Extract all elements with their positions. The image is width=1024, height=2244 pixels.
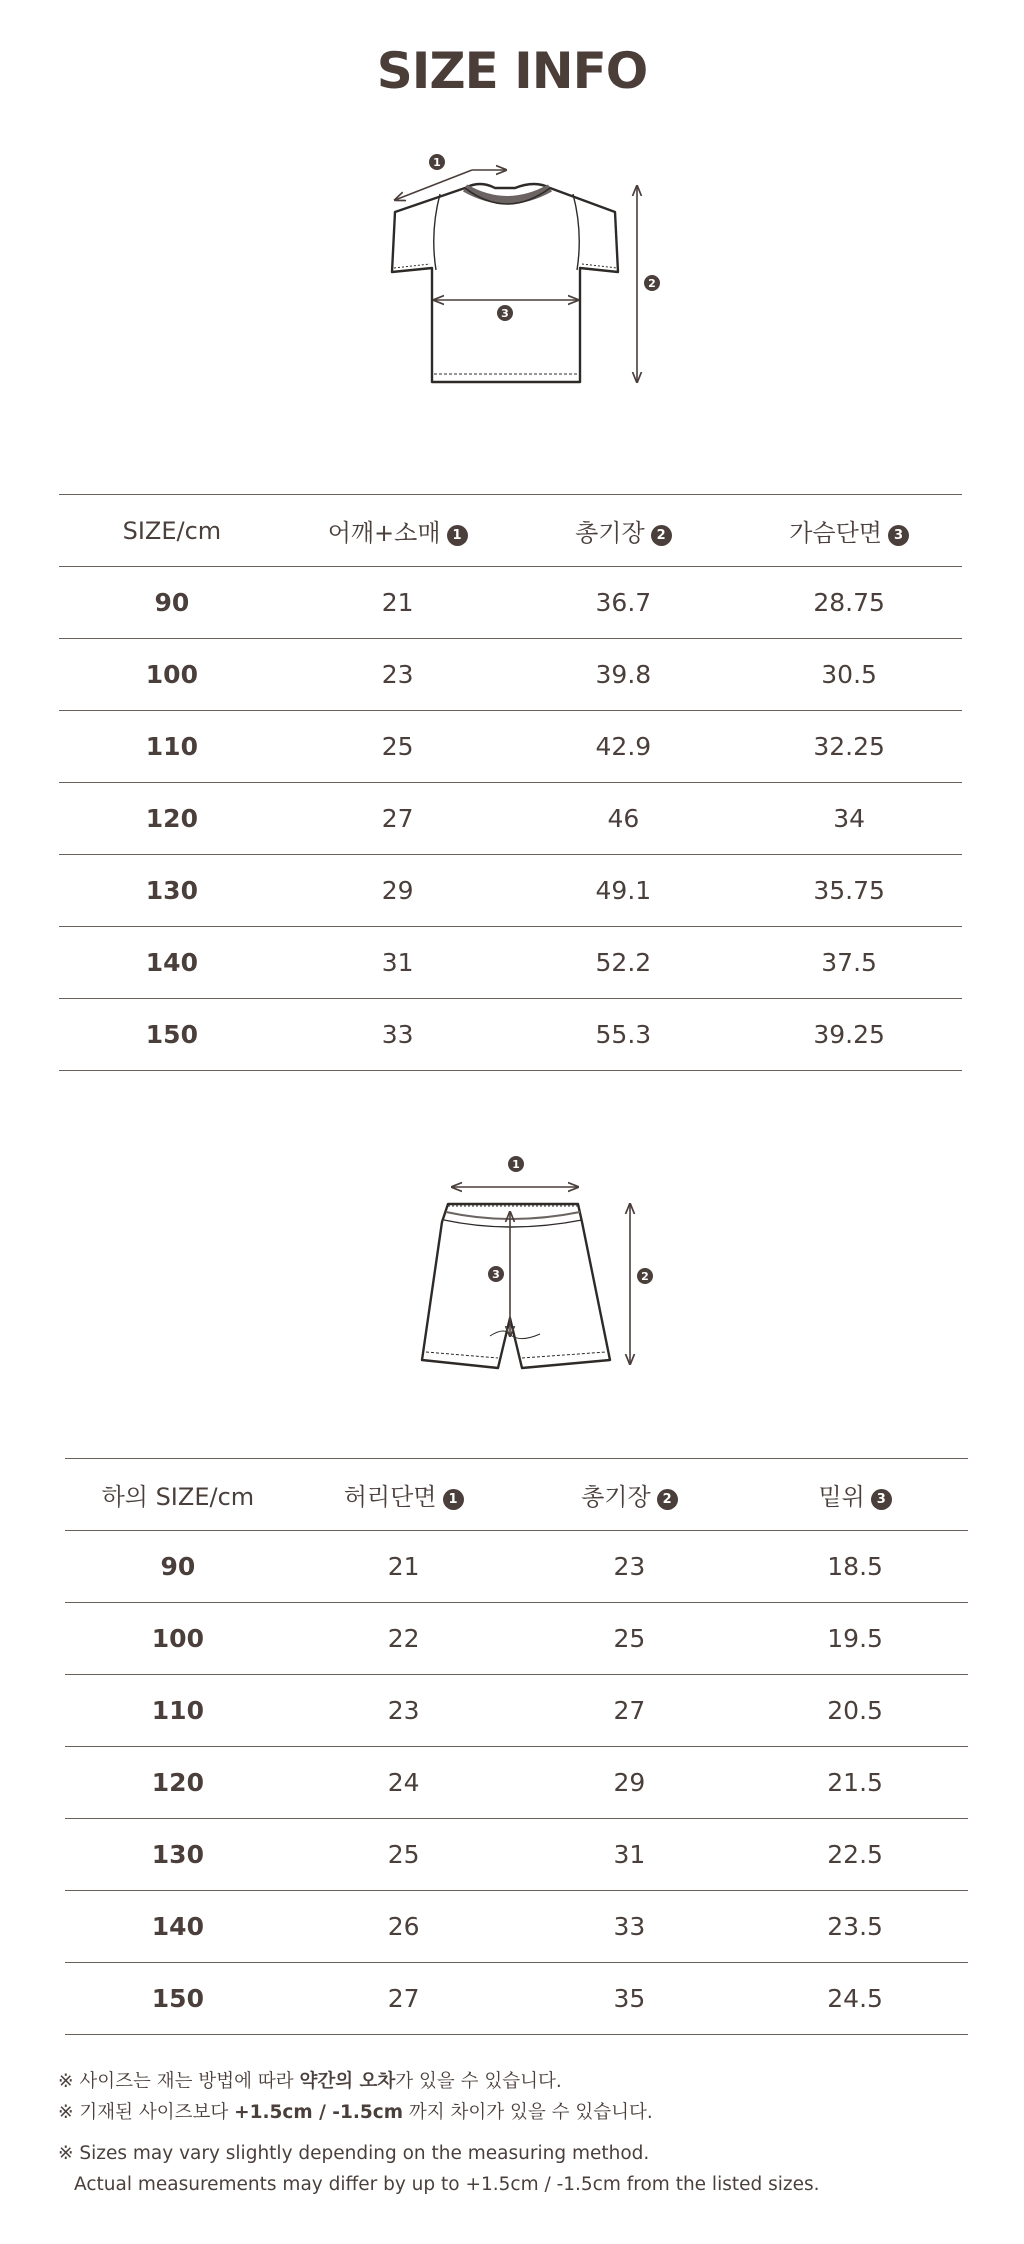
measurement-cell: 22 <box>291 1603 517 1675</box>
header-label: 밑위 <box>818 1483 865 1511</box>
badge-3: 3 <box>871 1489 892 1510</box>
table-row <box>59 855 962 927</box>
table-header-row <box>65 1459 968 1531</box>
header-label: 총기장 <box>581 1483 651 1511</box>
header-label: 허리단면 <box>343 1483 437 1511</box>
measurement-cell: 23 <box>517 1531 743 1603</box>
size-cell: 90 <box>59 567 285 639</box>
measurement-cell: 46 <box>511 783 737 855</box>
table-row <box>59 783 962 855</box>
measurement-cell: 18.5 <box>742 1531 968 1603</box>
measurement-cell: 35 <box>517 1963 743 2035</box>
measurement-cell: 31 <box>517 1819 743 1891</box>
table-row <box>59 567 962 639</box>
page-title: SIZE INFO <box>376 42 648 100</box>
top-size-table <box>59 494 962 1071</box>
measurement-cell: 32.25 <box>736 711 962 783</box>
note-line-4: Actual measurements may differ by up to +1.5cm / -1.5cm from the listed sizes. <box>74 2174 820 2195</box>
measurement-cell: 55.3 <box>511 999 737 1071</box>
measurement-cell: 35.75 <box>736 855 962 927</box>
table-row <box>65 1963 968 2035</box>
measurement-cell: 33 <box>285 999 511 1071</box>
marker-3: 3 <box>492 1268 500 1281</box>
measurement-cell: 31 <box>285 927 511 999</box>
note-line-1: ※ 사이즈는 재는 방법에 따라 약간의 오차가 있을 수 있습니다. <box>58 2071 562 2092</box>
measurement-cell: 24.5 <box>742 1963 968 2035</box>
header-rise <box>742 1459 968 1531</box>
shorts-illustration <box>410 1150 660 1380</box>
size-cell: 130 <box>59 855 285 927</box>
table-header-row <box>59 495 962 567</box>
size-cell: 140 <box>65 1891 291 1963</box>
table-row <box>59 927 962 999</box>
size-notes <box>58 2066 820 2200</box>
badge-2: 2 <box>657 1489 678 1510</box>
measurement-cell: 21 <box>291 1531 517 1603</box>
marker-2: 2 <box>648 277 656 290</box>
measurement-cell: 25 <box>517 1603 743 1675</box>
table-row <box>65 1675 968 1747</box>
table-row <box>59 639 962 711</box>
measurement-cell: 33 <box>517 1891 743 1963</box>
table-row <box>65 1819 968 1891</box>
measurement-cell: 22.5 <box>742 1819 968 1891</box>
measurement-cell: 36.7 <box>511 567 737 639</box>
measurement-cell: 27 <box>291 1963 517 2035</box>
measurement-cell: 39.25 <box>736 999 962 1071</box>
measurement-cell: 49.1 <box>511 855 737 927</box>
measurement-cell: 52.2 <box>511 927 737 999</box>
size-cell: 110 <box>65 1675 291 1747</box>
size-cell: 90 <box>65 1531 291 1603</box>
header-total-length <box>517 1459 743 1531</box>
header-label: 어깨+소매 <box>327 519 441 547</box>
size-cell: 110 <box>59 711 285 783</box>
size-cell: 130 <box>65 1819 291 1891</box>
measurement-cell: 30.5 <box>736 639 962 711</box>
measurement-cell: 21 <box>285 567 511 639</box>
table-row <box>59 711 962 783</box>
measurement-cell: 39.8 <box>511 639 737 711</box>
measurement-cell: 25 <box>291 1819 517 1891</box>
header-chest-width <box>736 495 962 567</box>
measurement-cell: 21.5 <box>742 1747 968 1819</box>
table-row <box>65 1891 968 1963</box>
measurement-cell: 34 <box>736 783 962 855</box>
table-row <box>59 999 962 1071</box>
marker-1: 1 <box>512 1158 520 1171</box>
table-row <box>65 1603 968 1675</box>
measurement-cell: 23 <box>291 1675 517 1747</box>
header-label: 가슴단면 <box>789 519 882 547</box>
size-cell: 100 <box>59 639 285 711</box>
measurement-cell: 20.5 <box>742 1675 968 1747</box>
measurement-cell: 29 <box>517 1747 743 1819</box>
header-size <box>65 1459 291 1531</box>
header-label: 하의 SIZE/cm <box>101 1483 255 1511</box>
measurement-cell: 23 <box>285 639 511 711</box>
badge-3: 3 <box>888 525 909 546</box>
table-row <box>65 1531 968 1603</box>
size-cell: 140 <box>59 927 285 999</box>
badge-1: 1 <box>447 525 468 546</box>
measurement-cell: 24 <box>291 1747 517 1819</box>
size-cell: 120 <box>59 783 285 855</box>
measurement-cell: 28.75 <box>736 567 962 639</box>
header-size <box>59 495 285 567</box>
measurement-cell: 42.9 <box>511 711 737 783</box>
header-shoulder-sleeve <box>285 495 511 567</box>
measurement-cell: 19.5 <box>742 1603 968 1675</box>
marker-2: 2 <box>641 1270 649 1283</box>
note-line-2: ※ 기재된 사이즈보다 +1.5cm / -1.5cm 까지 차이가 있을 수 있습니다. <box>58 2102 653 2123</box>
measurement-cell: 26 <box>291 1891 517 1963</box>
header-total-length <box>511 495 737 567</box>
header-label: SIZE/cm <box>122 516 222 545</box>
size-cell: 150 <box>65 1963 291 2035</box>
measurement-cell: 27 <box>285 783 511 855</box>
marker-1: 1 <box>433 156 441 169</box>
marker-3: 3 <box>501 307 509 320</box>
table-row <box>65 1747 968 1819</box>
badge-2: 2 <box>651 525 672 546</box>
header-waist-width <box>291 1459 517 1531</box>
measurement-cell: 25 <box>285 711 511 783</box>
note-line-3: ※ Sizes may vary slightly depending on the measuring method. <box>58 2143 650 2164</box>
tshirt-illustration <box>380 150 670 390</box>
size-cell: 150 <box>59 999 285 1071</box>
measurement-cell: 23.5 <box>742 1891 968 1963</box>
measurement-cell: 29 <box>285 855 511 927</box>
size-cell: 100 <box>65 1603 291 1675</box>
header-label: 총기장 <box>575 519 645 547</box>
measurement-cell: 27 <box>517 1675 743 1747</box>
bottom-size-table <box>65 1458 968 2035</box>
badge-1: 1 <box>443 1489 464 1510</box>
size-cell: 120 <box>65 1747 291 1819</box>
measurement-cell: 37.5 <box>736 927 962 999</box>
